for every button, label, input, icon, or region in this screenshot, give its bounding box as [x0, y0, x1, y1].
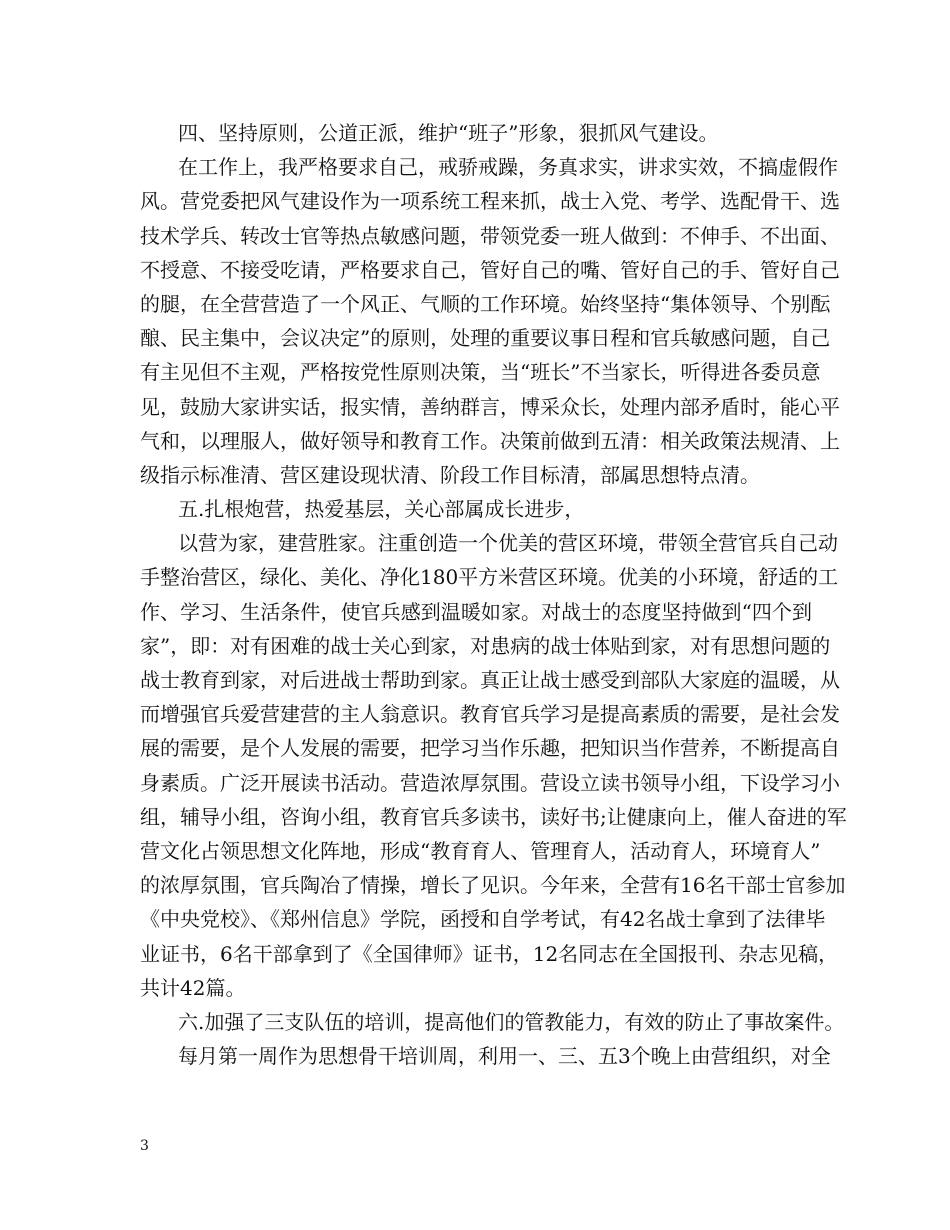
- text-line: 在工作上，我严格要求自己，戒骄戒躁，务真求实，讲求实效，不搞虚假作: [178, 155, 838, 180]
- text-line: 五.扎根炮营，热爱基层，关心部属成长进步，: [178, 497, 585, 522]
- text-line: 的腿，在全营营造了一个风正、气顺的工作环境。始终坚持“集体领导、个别酝: [140, 291, 831, 316]
- text-line: 作、学习、生活条件，使官兵感到温暖如家。对战士的态度坚持做到“四个到: [140, 599, 812, 624]
- text-line: 以营为家，建营胜家。注重创造一个优美的营区环境，带领全营官兵自己动: [178, 531, 838, 556]
- text-line: 气和，以理服人，做好领导和教育工作。决策前做到五清：相关政策法规清、上: [140, 428, 840, 453]
- text-line: 级指示标准清、营区建设现状清、阶段工作目标清，部属思想特点清。: [140, 462, 760, 487]
- text-line: 见，鼓励大家讲实话，报实情，善纳群言，博采众长，处理内部矛盾时，能心平: [140, 394, 840, 419]
- text-line: 共计42篇。: [140, 975, 246, 1000]
- text-line: 身素质。广泛开展读书活动。营造浓厚氛围。营设立读书领导小组，下设学习小: [140, 770, 840, 795]
- text-line: 有主见但不主观，严格按党性原则决策，当“班长”不当家长，听得进各委员意: [140, 360, 821, 385]
- body-text: [140, 116, 847, 1073]
- text-line: 组，辅导小组，咨询小组，教育官兵多读书，读好书;让健康向上，催人奋进的军: [140, 804, 847, 829]
- text-line: 六.加强了三支队伍的培训，提高他们的管教能力，有效的防止了事故案件。: [178, 1009, 845, 1034]
- page-number: 3: [140, 1138, 149, 1154]
- text-line: 业证书，6名干部拿到了《全国律师》证书，12名同志在全国报刊、杂志见稿，: [140, 941, 839, 966]
- text-line: 风。营党委把风气建设作为一项系统工程来抓，战士入党、考学、选配骨干、选: [140, 189, 840, 214]
- text-line: 展的需要，是个人发展的需要，把学习当作乐趣，把知识当作营养，不断提高自: [140, 736, 840, 761]
- text-line: 酿、民主集中，会议决定”的原则，处理的重要议事日程和官兵敏感问题，自己: [140, 326, 831, 351]
- text-line: 技术学兵、转改士官等热点敏感问题，带领党委一班人做到：不伸手、不出面、: [140, 223, 840, 248]
- text-line: 战士教育到家，对后进战士帮助到家。真正让战士感受到部队大家庭的温暖，从: [140, 668, 840, 692]
- text-line: 而增强官兵爱营建营的主人翁意识。教育官兵学习是提高素质的需要，是社会发: [140, 702, 840, 727]
- text-line: 营文化占领思想文化阵地，形成“教育育人、管理育人，活动育人，环境育人”: [140, 838, 821, 863]
- text-line: 的浓厚氛围，官兵陶冶了情操，增长了见识。今年来，全营有16名干部士官参加: [140, 873, 846, 898]
- text-line: 每月第一周作为思想骨干培训周，利用一、三、五3个晚上由营组织，对全: [178, 1044, 831, 1069]
- text-line: 《中央党校》、《郑州信息》学院，函授和自学考试，有42名战士拿到了法律毕: [140, 907, 826, 932]
- text-line: 四、坚持原则，公道正派，维护“班子”形象，狠抓风气建设。: [178, 121, 719, 145]
- text-line: 家”，即：对有困难的战士关心到家，对患病的战士体贴到家，对有思想问题的: [140, 633, 831, 658]
- text-line: 手整治营区，绿化、美化、净化180平方米营区环境。优美的小环境，舒适的工: [140, 565, 839, 590]
- text-line: 不授意、不接受吃请，严格要求自己，管好自己的嘴、管好自己的手、管好自己: [140, 257, 840, 282]
